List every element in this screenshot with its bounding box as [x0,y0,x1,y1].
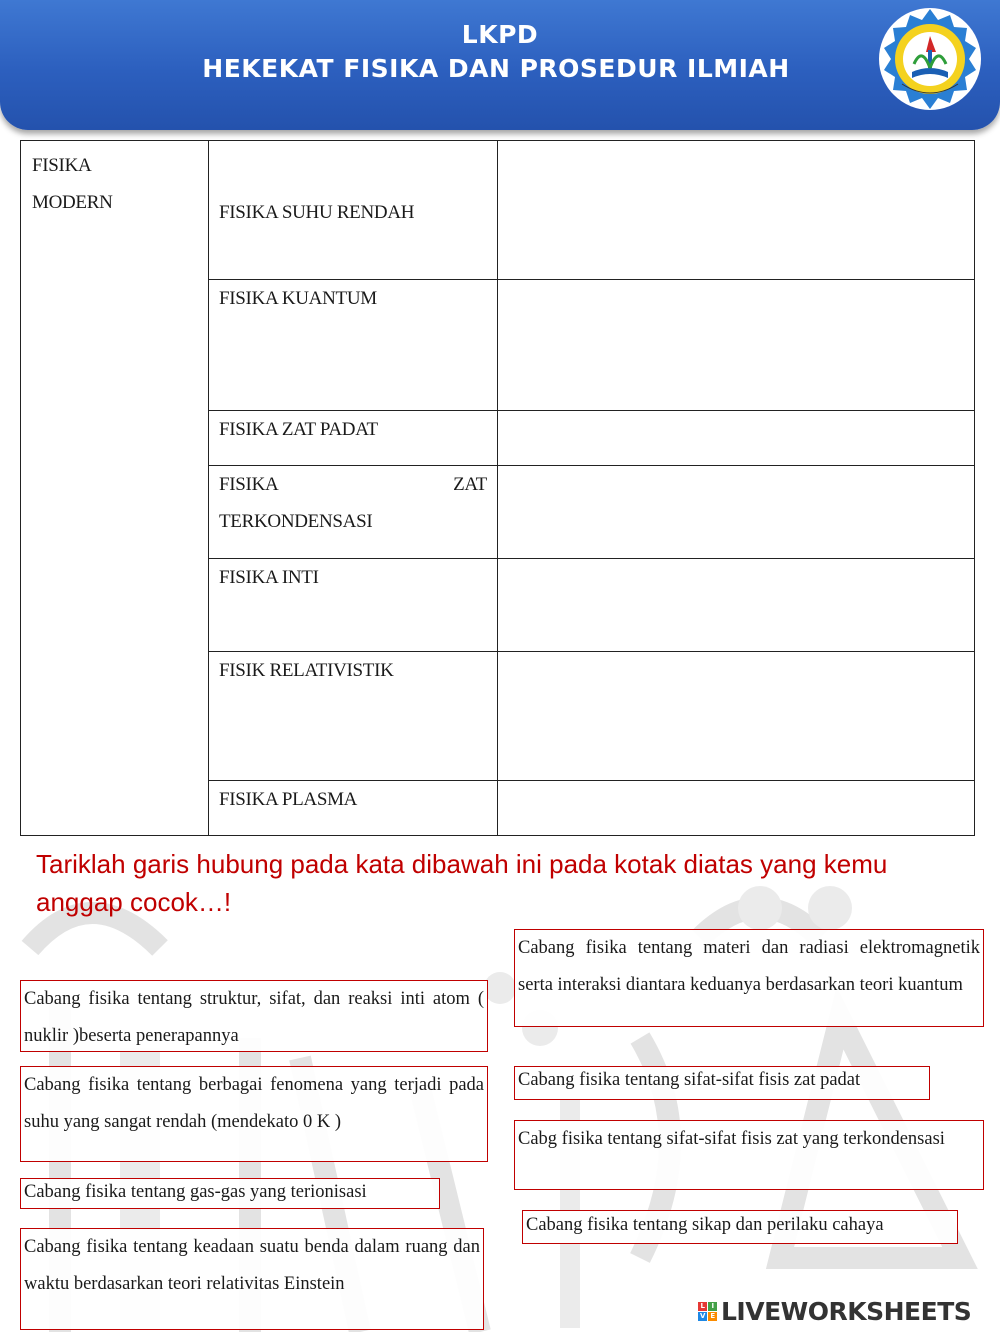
branch-label-cell [209,781,498,836]
school-emblem-icon [874,6,986,112]
group-label-line2: MODERN [32,192,113,213]
branch-label: FISIK RELATIVISTIK [219,660,394,681]
branch-label-line2: TERKONDENSASI [219,511,373,532]
answer-box-condensed[interactable]: Cabg fisika tentang sifat-sifat fisis zat yang terkondensasi [514,1120,984,1190]
branch-label: FISIKA ZAT PADAT [219,419,378,440]
answer-box-quantum[interactable]: Cabang fisika tentang materi dan radiasi elektromagnetik serta interaksi diantara keduanya berdasarkan teori kuantum [514,929,984,1027]
branch-label: FISIKA PLASMA [219,789,358,810]
liveworksheets-brand: LIVEWORKSHEETS [721,1296,972,1326]
answer-drop-target[interactable] [498,652,975,781]
header-title-line2: HEKEKAT FISIKA DAN PROSEDUR ILMIAH [202,54,790,83]
physics-branch-table [20,140,975,836]
branch-label-cell [209,559,498,652]
liveworksheets-icon: L I V E [698,1302,717,1321]
branch-label-cell [209,141,498,280]
branch-label: FISIKA INTI [219,567,319,588]
instruction-text: Tariklah garis hubung pada kata dibawah ini pada kotak diatas yang kemu anggap cocok…! [36,849,888,917]
branch-label-cell [209,280,498,411]
header-title-line1: LKPD [461,20,539,49]
answer-drop-target[interactable] [498,781,975,836]
answer-box-nuclear[interactable]: Cabang fisika tentang struktur, sifat, dan reaksi inti atom ( nuklir )beserta penerapannya [20,980,488,1052]
liveworksheets-logo [698,1296,971,1326]
answer-drop-target[interactable] [498,466,975,559]
branch-label-word: FISIKA [219,474,279,495]
group-label-cell [21,141,209,836]
answer-box-relativistic[interactable]: Cabang fisika tentang keadaan suatu benda dalam ruang dan waktu berdasarkan teori relativitas Einstein [20,1228,484,1330]
answer-box-optics[interactable]: Cabang fisika tentang sikap dan perilaku cahaya [522,1210,958,1244]
branch-label-word: ZAT [453,474,487,495]
answer-drop-target[interactable] [498,411,975,466]
answer-box-plasma[interactable]: Cabang fisika tentang gas-gas yang terionisasi [20,1178,440,1209]
answer-box-low-temperature[interactable]: Cabang fisika tentang berbagai fenomena yang terjadi pada suhu yang sangat rendah (mendekato 0 K ) [20,1066,488,1162]
branch-label: FISIKA KUANTUM [219,288,377,309]
answer-drop-target[interactable] [498,280,975,411]
branch-label-cell [209,466,498,559]
branch-label: FISIKA SUHU RENDAH [219,202,415,223]
branch-label-cell [209,652,498,781]
answer-drop-target[interactable] [498,141,975,280]
answer-box-solid-state[interactable]: Cabang fisika tentang sifat-sifat fisis zat padat [514,1066,930,1100]
header-banner [0,0,1000,130]
branch-label-cell [209,411,498,466]
answer-drop-target[interactable] [498,559,975,652]
group-label-line1: FISIKA [32,155,92,176]
